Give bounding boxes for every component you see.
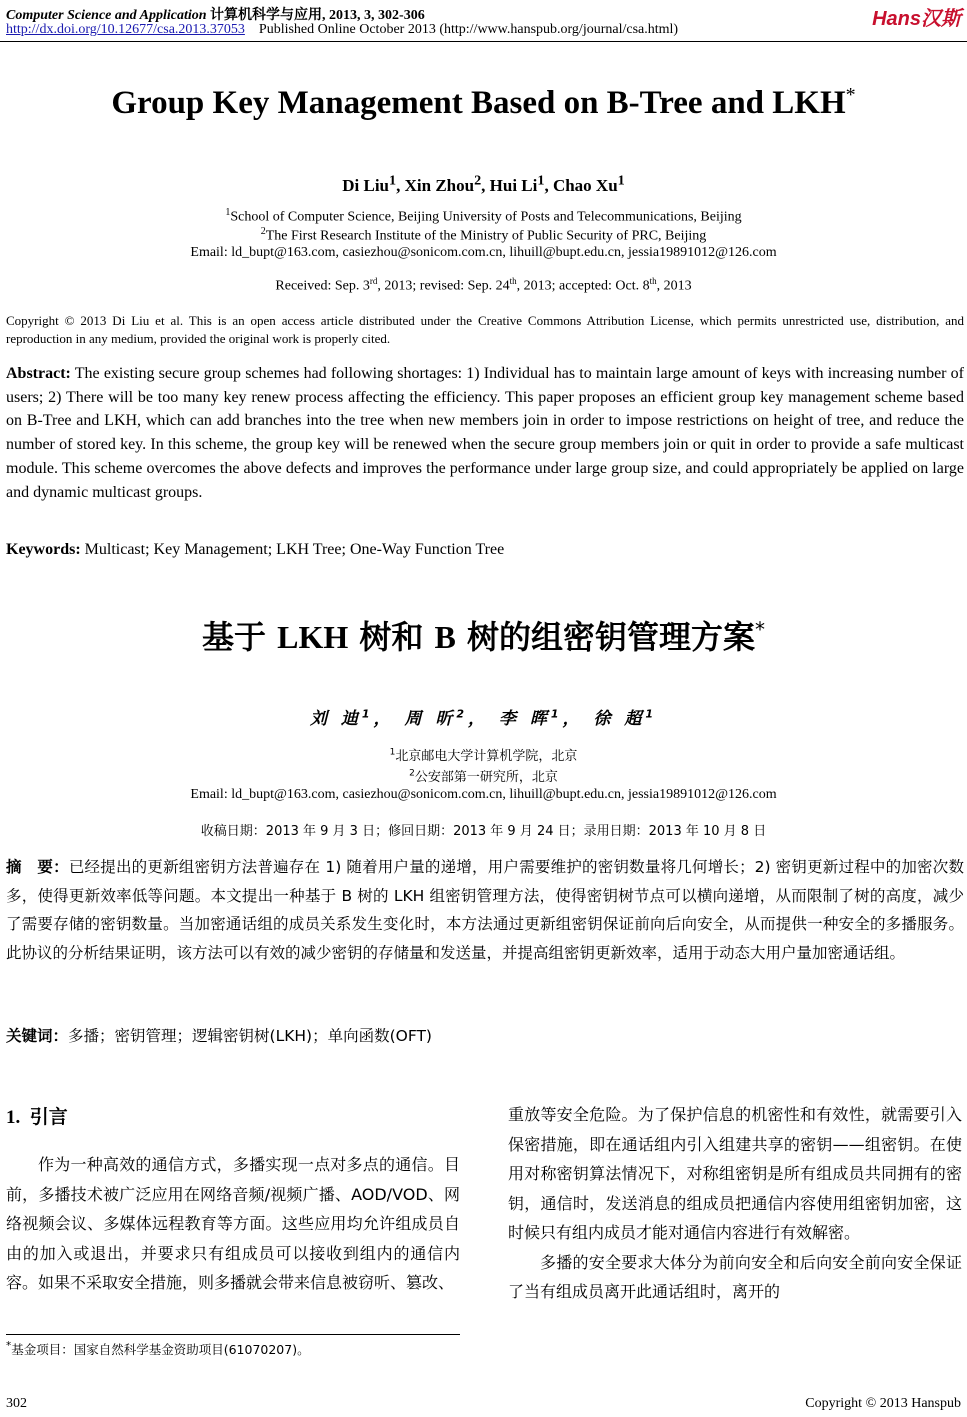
section-heading bbox=[6, 1102, 68, 1129]
chinese-keywords bbox=[6, 1024, 964, 1046]
chinese-abstract-label: 摘 要： bbox=[6, 858, 69, 876]
affiliation: $^2$The First Research Institute of the Ministry of Public Security of PRC, Beijing bbox=[260, 226, 707, 244]
copyright-notice: Copyright © 2013 Di Liu et al. This is an open access article distributed under the Creative Commons Attribution License, which permits unrestricted use, distribution, and reproduction in any medium, provided the original work is properly cited. bbox=[6, 313, 964, 346]
author-emails: Email: ld_bupt@163.com, casiezhou@sonicom.com.cn, lihuill@bupt.edu.cn, jessia19891012@126.com bbox=[190, 245, 777, 260]
chinese-keywords-text: 多播；密钥管理；逻辑密钥树(LKH)；单向函数(OFT) bbox=[68, 1027, 432, 1045]
abstract-text: The existing secure group schemes had following shortages: 1) Individual has to maintain large amount of keys with increasing number of users; 2) There will be too many key renew process affecting the efficiency. This paper proposes an efficient group key management scheme based on B-Tree and LKH, which can add branches into the tree when new members join in order to impose restrictions on height of tree, and reduce the number of stored key. In this scheme, the group key will be renewed when the secure group members join or quit in order to provide a safe multicast module. This scheme overcomes the above defects and improves the performance under large group size, and could appropriately be applied on large and dynamic multicast groups. bbox=[6, 365, 964, 501]
chinese-keywords-label: 关键词： bbox=[6, 1027, 69, 1045]
funding-footnote: *基金项目：国家自然科学基金资助项目(61070207)。 bbox=[6, 1340, 310, 1358]
publisher-logo: Hans汉斯 bbox=[872, 8, 961, 30]
footnote-rule bbox=[6, 1334, 460, 1335]
keywords-text: Multicast; Key Management; LKH Tree; One-Way Function Tree bbox=[80, 541, 505, 558]
chinese-author-list bbox=[0, 704, 967, 729]
body-paragraph: 多播的安全要求大体分为前向安全和后向安全前向安全保证了当有组成员离开此通话组时，离开的 bbox=[508, 1252, 962, 1301]
chinese-dates: 收稿日期：2013 年 9 月 3 日；修回日期：2013 年 9 月 24 日；录用日期：2013 年 10 月 8 日 bbox=[200, 824, 767, 839]
author: 周 昕$^2$， bbox=[404, 707, 499, 729]
author: 刘 迪$^1$， bbox=[309, 707, 405, 729]
body-column-left bbox=[6, 1150, 460, 1298]
page-number: 302 bbox=[6, 1396, 27, 1411]
author: Xin Zhou$^2$, bbox=[404, 172, 490, 195]
chinese-author-emails: Email: ld_bupt@163.com, casiezhou@sonicom.com.cn, lihuill@bupt.edu.cn, jessia19891012@126.com bbox=[190, 787, 777, 802]
keywords bbox=[6, 541, 964, 559]
author: Hui Li$^1$, bbox=[489, 172, 553, 195]
doi-line bbox=[6, 22, 678, 38]
journal-issue: , 2013, 3, 302-306 bbox=[322, 8, 425, 23]
section-title: 引言 bbox=[29, 1106, 68, 1128]
author-list bbox=[0, 172, 967, 196]
body-column-right bbox=[508, 1100, 962, 1307]
section-number: 1. bbox=[6, 1107, 21, 1128]
footer-copyright: Copyright © 2013 Hanspub bbox=[805, 1396, 961, 1411]
chinese-title-mark: * bbox=[755, 617, 766, 642]
header-rule bbox=[0, 41, 967, 42]
chinese-title: 基于 LKH 树和 B 树的组密钥管理方案* bbox=[201, 617, 766, 656]
author: Di Liu$^1$, bbox=[342, 172, 405, 195]
chinese-affiliation: $^1$北京邮电大学计算机学院，北京 bbox=[389, 747, 578, 764]
keywords-label: Keywords: bbox=[6, 541, 81, 558]
author: Chao Xu$^1$ bbox=[552, 172, 625, 195]
body-paragraph: 重放等安全危险。为了保护信息的机密性和有效性，就需要引入保密措施，即在通话组内引入组建共享的密钥——组密钥。在使用对称密钥算法情况下，对称组密钥是所有组成员共同拥有的密钥，通信时，发送消息的组成员把通信内容使用组密钥加密，这时候只有组内成员才能对通信内容进行有效解密。 bbox=[508, 1105, 962, 1242]
body-paragraph: 作为一种高效的通信方式，多播实现一点对多点的通信。目前，多播技术被广泛应用在网络音频/视频广播、AOD/VOD、网络视频会议、多媒体远程教育等方面。这些应用均允许组成员自由的加入或退出，并要求只有组成员可以接收到组内的通信内容。如果不采取安全措施，则多播就会带来信息被窃听、篡改、 bbox=[6, 1155, 460, 1292]
received-dates: Received: Sep. 3rd, 2013; revised: Sep. 24th, 2013; accepted: Oct. 8th, 2013 bbox=[275, 276, 692, 294]
journal-name-zh: 计算机科学与应用 bbox=[210, 7, 323, 23]
doi-link[interactable]: http://dx.doi.org/10.12677/csa.2013.37053 bbox=[6, 22, 245, 37]
paper-title: Group Key Management Based on B-Tree and LKH* bbox=[111, 84, 856, 121]
journal-header bbox=[6, 4, 425, 24]
chinese-abstract bbox=[6, 853, 964, 967]
journal-name-en: Computer Science and Application bbox=[6, 8, 207, 23]
chinese-abstract-text: 已经提出的更新组密钥方法普遍存在 1) 随着用户量的递增，用户需要维护的密钥数量将几何增长；2) 密钥更新过程中的加密次数多，使得更新效率低等问题。本文提出一种基于 B 树的 LKH 组密钥管理方法，使得密钥树节点可以横向递增，从而限制了树的高度，减少了需要存储的密钥数量。当加密通话组的成员关系发生变化时，本方法通过更新组密钥保证前向后向安全，从而提供一种安全的多播服务。此协议的分析结果证明，该方法可以有效的减少密钥的存储量和发送量，并提高组密钥更新效率，适用于动态大用户量加密通话组。 bbox=[6, 858, 964, 962]
abstract bbox=[6, 362, 964, 504]
author: 李 晖$^1$， bbox=[498, 707, 594, 729]
title-footnote-mark: * bbox=[845, 84, 856, 106]
chinese-affiliation: $^2$公安部第一研究所，北京 bbox=[409, 768, 558, 785]
published-info: Published Online October 2013 (http://www.hanspub.org/journal/csa.html) bbox=[258, 22, 679, 37]
author: 徐 超$^1$ bbox=[593, 707, 658, 729]
abstract-label: Abstract: bbox=[6, 365, 71, 382]
affiliation: $^1$School of Computer Science, Beijing University of Posts and Telecommunications, Beijing bbox=[225, 207, 742, 225]
